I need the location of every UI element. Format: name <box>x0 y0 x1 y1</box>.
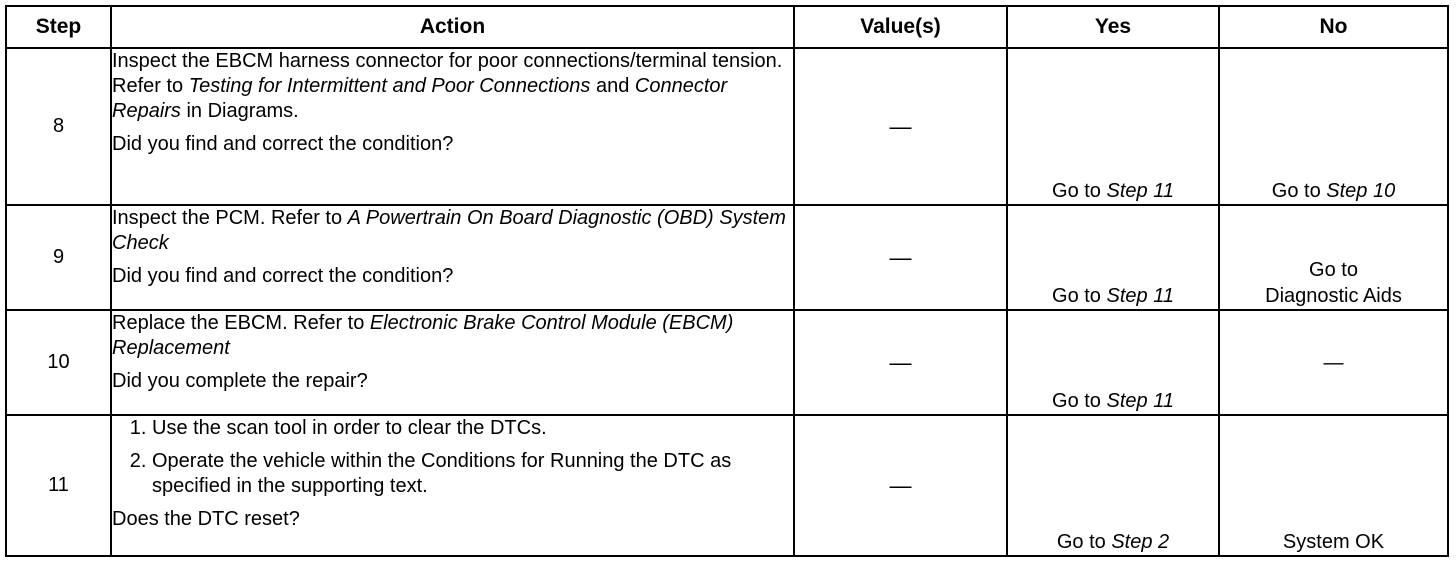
reference-link[interactable]: Testing for Intermittent and Poor Connections <box>188 75 591 97</box>
no-line: Go to <box>1309 259 1358 281</box>
yes-step-link[interactable]: Step 11 <box>1106 180 1174 202</box>
yes-prefix: Go to <box>1056 531 1112 553</box>
action-cell <box>111 310 794 415</box>
table-row <box>6 415 1448 556</box>
diagnostic-table <box>5 5 1449 557</box>
list-item: 1. Use the scan tool in order to clear the DTCs. <box>152 416 793 441</box>
table-row <box>6 48 1448 205</box>
no-diagnostic-aids-link[interactable]: Diagnostic Aids <box>1265 285 1402 307</box>
action-question: Did you find and correct the condition? <box>112 133 454 155</box>
no-cell <box>1219 205 1448 310</box>
action-cell <box>111 205 794 310</box>
no-cell <box>1219 48 1448 205</box>
action-steps-list <box>112 416 793 499</box>
header-row <box>6 6 1448 48</box>
value-cell: — <box>794 415 1007 556</box>
yes-step-link[interactable]: Step 2 <box>1111 531 1170 553</box>
reference-link[interactable]: A Powertrain On Board Diagnostic (OBD) System Check <box>112 207 786 254</box>
action-text <box>112 206 793 256</box>
reference-link[interactable]: Connector Repairs <box>112 75 728 122</box>
table-row <box>6 205 1448 310</box>
no-step-link[interactable]: Step 10 <box>1326 180 1396 202</box>
list-item: 2. Operate the vehicle within the Conditions for Running the DTC as specified in the supporting text. <box>152 449 793 499</box>
action-text-part: in Diagrams. <box>180 100 299 122</box>
reference-link[interactable]: Electronic Brake Control Module (EBCM) Replacement <box>112 312 734 359</box>
action-text-part: and <box>590 75 635 97</box>
value-cell: — <box>794 48 1007 205</box>
yes-cell <box>1007 48 1219 205</box>
header-no: No <box>1219 6 1448 48</box>
header-yes: Yes <box>1007 6 1219 48</box>
action-question: Did you find and correct the condition? <box>112 265 454 287</box>
yes-cell <box>1007 310 1219 415</box>
no-cell: System OK <box>1219 415 1448 556</box>
header-step: Step <box>6 6 111 48</box>
action-question: Did you complete the repair? <box>112 370 368 392</box>
header-action: Action <box>111 6 794 48</box>
header-values: Value(s) <box>794 6 1007 48</box>
yes-cell <box>1007 205 1219 310</box>
yes-cell <box>1007 415 1219 556</box>
step-number: 11 <box>6 415 111 556</box>
no-prefix: Go to <box>1271 180 1327 202</box>
yes-step-link[interactable]: Step 11 <box>1106 285 1174 307</box>
yes-prefix: Go to <box>1052 180 1107 202</box>
step-number: 10 <box>6 310 111 415</box>
action-text-part: Replace the EBCM. Refer to <box>112 312 370 334</box>
value-cell: — <box>794 310 1007 415</box>
value-cell: — <box>794 205 1007 310</box>
action-text <box>112 49 793 124</box>
action-text <box>112 311 793 361</box>
action-question: Does the DTC reset? <box>112 508 300 530</box>
action-text-part: Inspect the EBCM harness connector for poor connections/terminal tension. Refer to <box>112 50 783 97</box>
table-row <box>6 310 1448 415</box>
yes-prefix: Go to <box>1052 390 1107 412</box>
yes-prefix: Go to <box>1052 285 1107 307</box>
yes-step-link[interactable]: Step 11 <box>1106 390 1174 412</box>
action-cell <box>111 48 794 205</box>
step-number: 8 <box>6 48 111 205</box>
action-text-part: Inspect the PCM. Refer to <box>112 207 348 229</box>
action-cell <box>111 415 794 556</box>
no-cell: — <box>1219 310 1448 415</box>
step-number: 9 <box>6 205 111 310</box>
